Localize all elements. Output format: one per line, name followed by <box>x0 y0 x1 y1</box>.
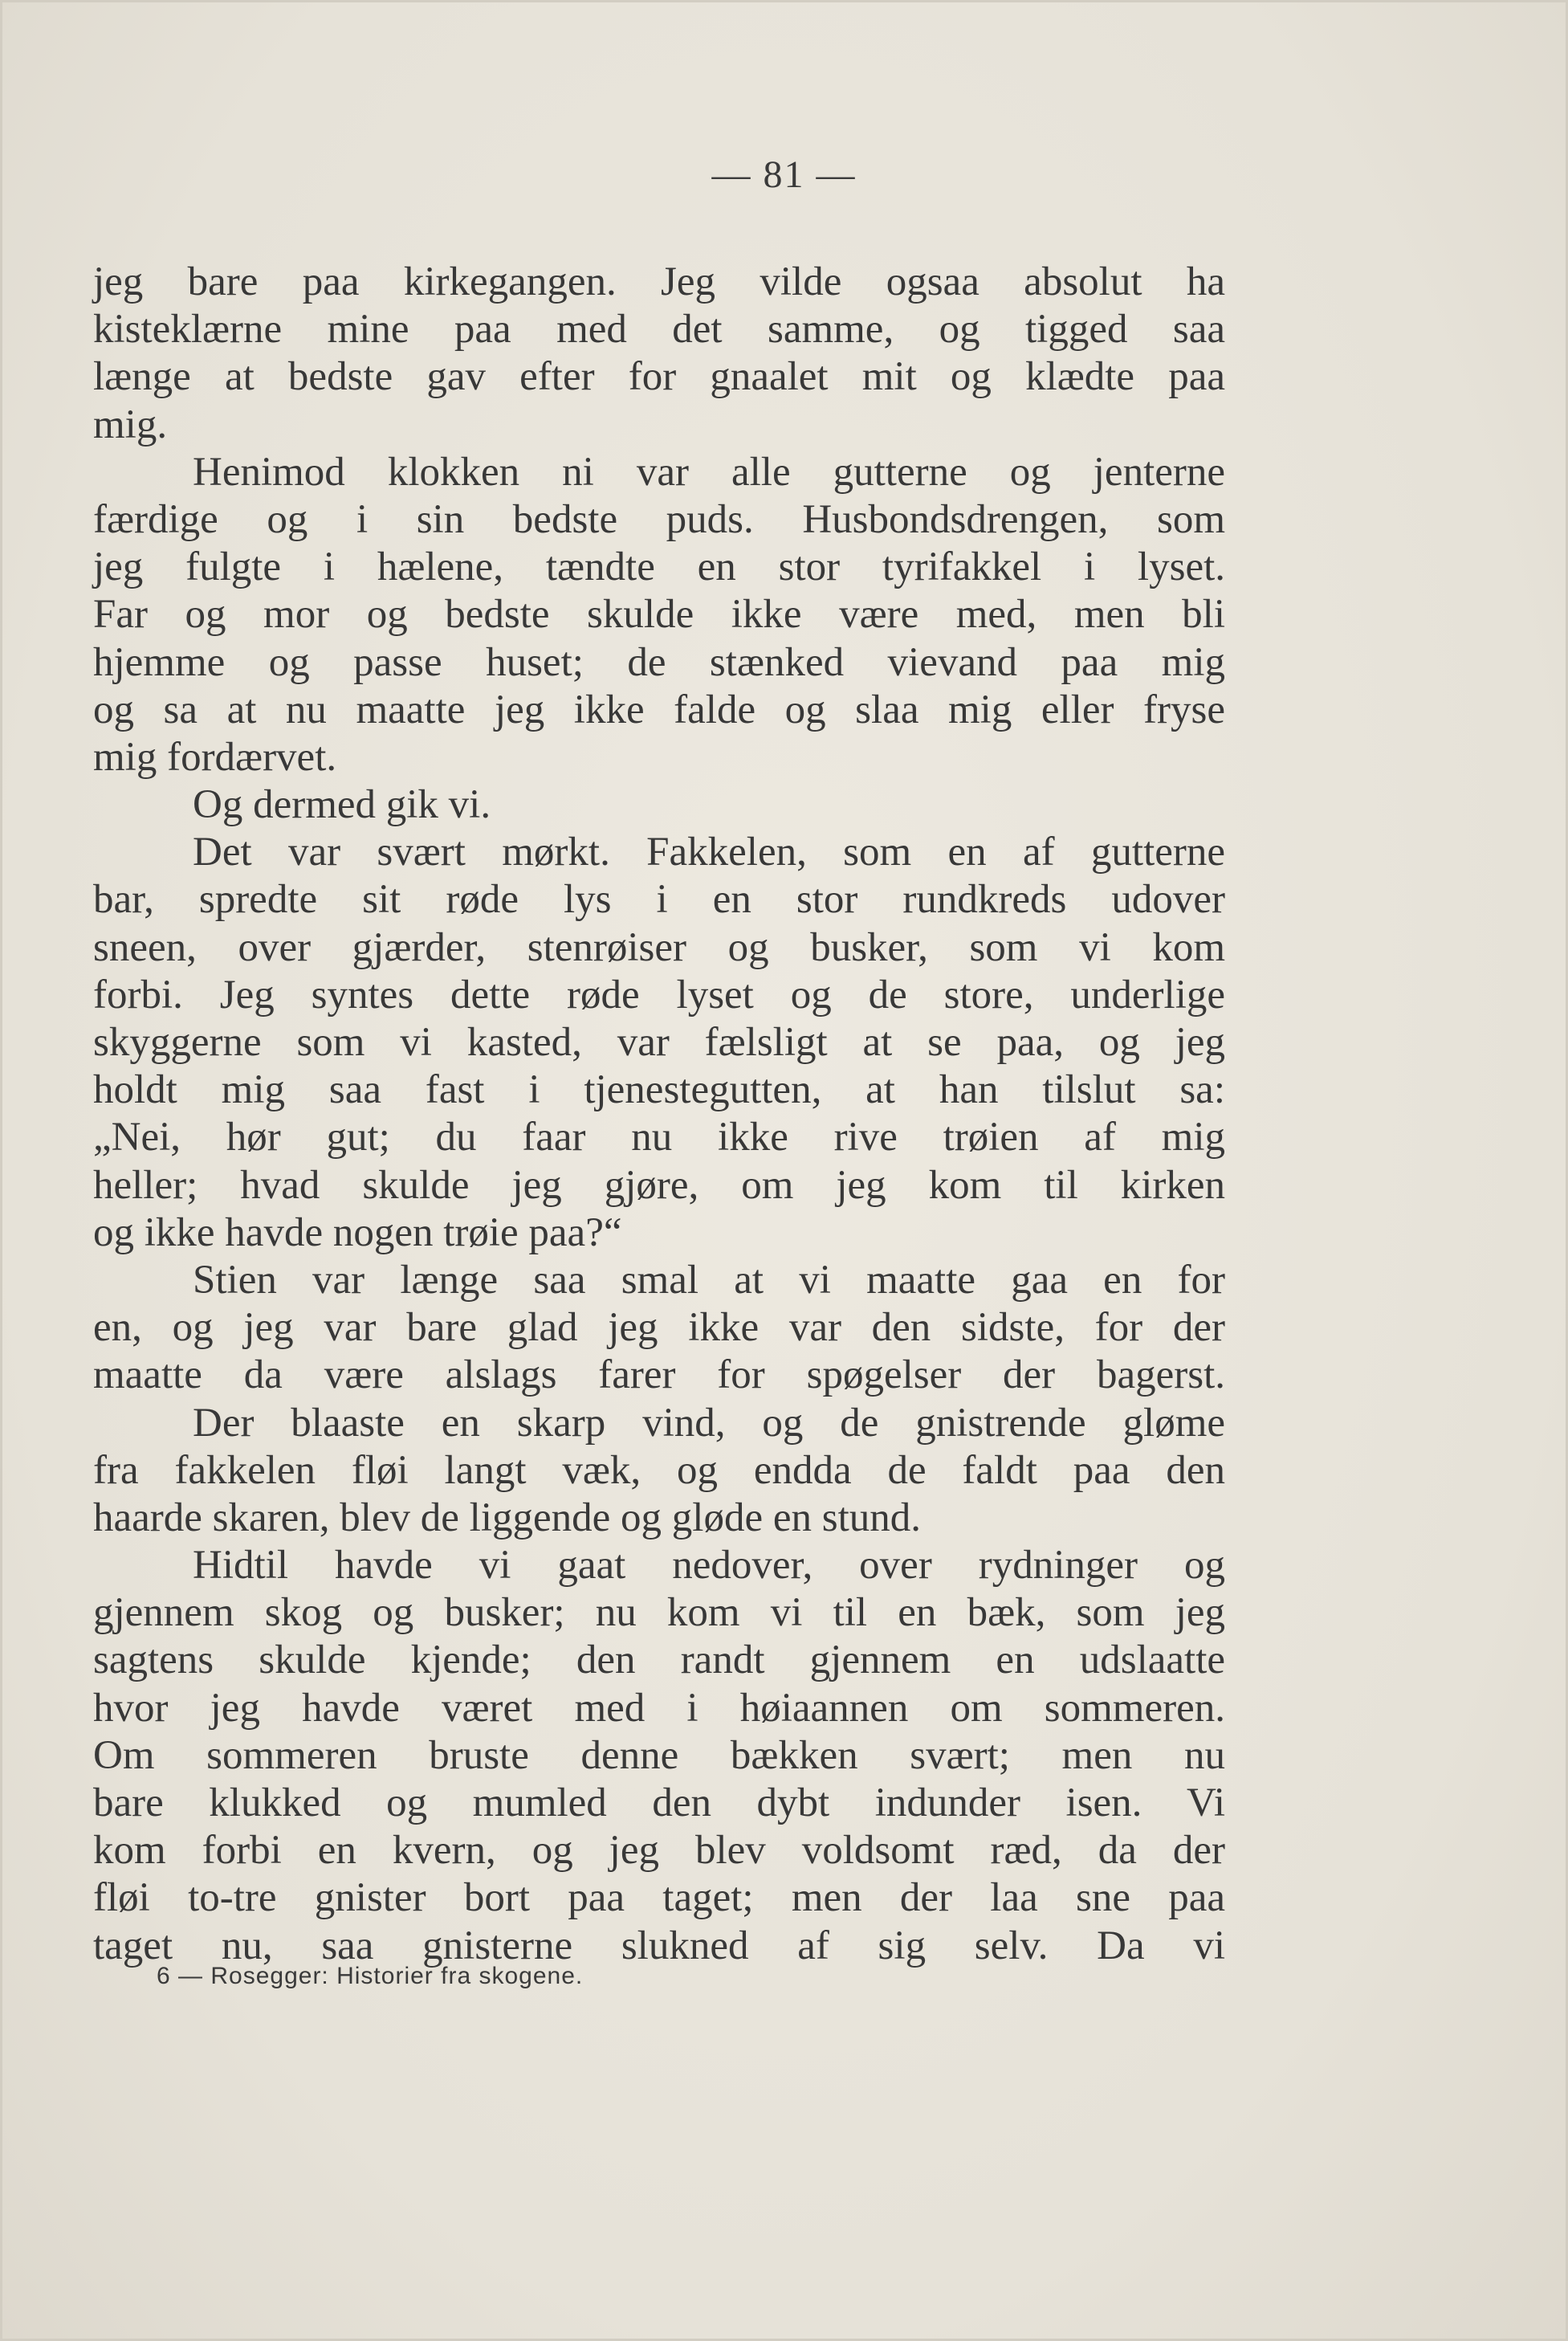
text-line: forbi. Jeg syntes dette røde lyset og de store, underlige <box>93 972 1225 1018</box>
text-line: taget nu, saa gnisterne slukned af sig selv. Da vi <box>93 1923 1225 1968</box>
text-line: Hidtil havde vi gaat nedover, over rydninger og <box>193 1543 1225 1589</box>
text-line: færdige og i sin bedste puds. Husbondsdrengen, som <box>93 496 1225 542</box>
text-line: Henimod klokken ni var alle gutterne og jenterne <box>193 449 1225 495</box>
text-line: Far og mor og bedste skulde ikke være med, men bli <box>93 592 1225 638</box>
text-line: Og dermed gik vi. <box>193 782 491 828</box>
text-line: bare klukked og mumled den dybt indunder isen. Vi <box>93 1780 1225 1825</box>
text-line: gjennem skog og busker; nu kom vi til en bæk, som jeg <box>93 1590 1225 1636</box>
text-line: kisteklærne mine paa med det samme, og tigged saa <box>93 307 1225 353</box>
text-line: og sa at nu maatte jeg ikke falde og slaa mig eller fryse <box>93 687 1225 732</box>
text-line: en, og jeg var bare glad jeg ikke var den sidste, for der <box>93 1305 1225 1351</box>
text-line: sagtens skulde kjende; den randt gjennem en udslaatte <box>93 1637 1225 1683</box>
text-line: holdt mig saa fast i tjenestegutten, at han tilslut sa: <box>93 1067 1225 1113</box>
text-line: heller; hvad skulde jeg gjøre, om jeg kom til kirken <box>93 1162 1225 1208</box>
text-line: hvor jeg havde været med i høiaannen om sommeren. <box>93 1685 1225 1731</box>
text-line: kom forbi en kvern, og jeg blev voldsomt ræd, da der <box>93 1828 1225 1874</box>
text-line: haarde skaren, blev de liggende og gløde en stund. <box>93 1495 922 1540</box>
text-line: fløi to-tre gnister bort paa taget; men der laa sne paa <box>93 1875 1225 1921</box>
text-line: mig. <box>93 402 168 447</box>
text-line: skyggerne som vi kasted, var fælsligt at se paa, og jeg <box>93 1020 1225 1065</box>
text-line: maatte da være alslags farer for spøgelser der bagerst. <box>93 1352 1225 1398</box>
text-line: Om sommeren bruste denne bækken svært; men nu <box>93 1732 1225 1778</box>
text-line: fra fakkelen fløi langt væk, og endda de faldt paa den <box>93 1447 1225 1493</box>
text-line: Det var svært mørkt. Fakkelen, som en af gutterne <box>193 830 1225 875</box>
text-line: Der blaaste en skarp vind, og de gnistrende gløme <box>193 1400 1225 1446</box>
text-line: sneen, over gjærder, stenrøiser og busker, som vi kom <box>93 924 1225 970</box>
text-line: bar, spredte sit røde lys i en stor rundkreds udover <box>93 877 1225 923</box>
page-number: — 81 — <box>711 153 857 196</box>
text-line: hjemme og passe huset; de stænked vievand paa mig <box>93 639 1225 685</box>
page-footer: 6 — Rosegger: Historier fra skogene. <box>157 1963 584 1989</box>
text-line: jeg fulgte i hælene, tændte en stor tyrifakkel i lyset. <box>93 544 1225 590</box>
text-line: mig fordærvet. <box>93 734 337 780</box>
text-line: og ikke havde nogen trøie paa?“ <box>93 1209 622 1255</box>
text-line: „Nei, hør gut; du faar nu ikke rive trøien af mig <box>93 1115 1225 1160</box>
text-line: Stien var længe saa smal at vi maatte gaa en for <box>193 1257 1225 1303</box>
text-line: længe at bedste gav efter for gnaalet mit og klædte paa <box>93 354 1225 400</box>
text-line: jeg bare paa kirkegangen. Jeg vilde ogsaa absolut ha <box>93 259 1225 304</box>
body-text <box>93 259 1225 1970</box>
